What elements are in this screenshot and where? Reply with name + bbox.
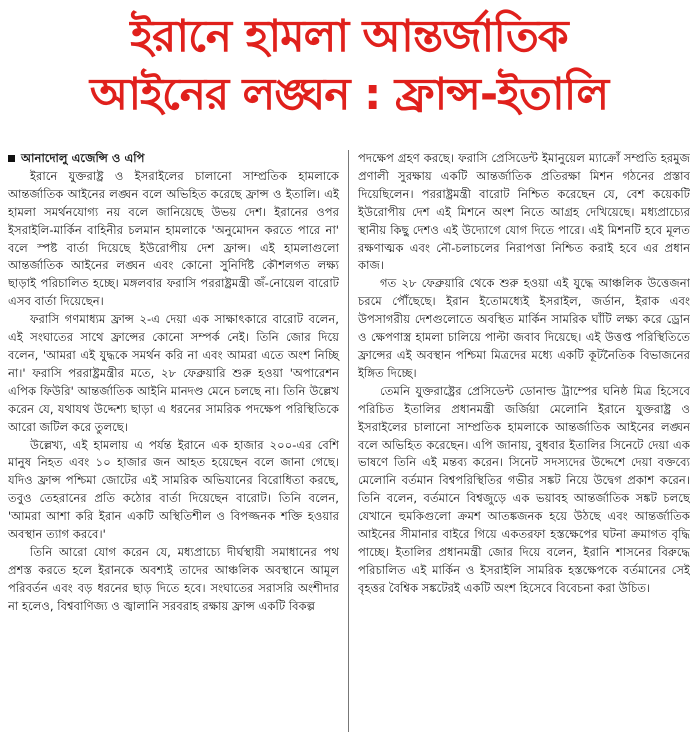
article-body [8,150,690,732]
byline [8,150,339,168]
headline [0,8,698,124]
paragraph: ইরানে যুক্তরাষ্ট্র ও ইসরাইলের চালানো সাম্প্রতিক হামলাকে আন্তর্জাতিক আইনের লঙ্ঘন বলে অভিহিত করেছে ফ্রান্স ও ইতালি। এই হামলা সমর্থনযোগ্য নয় বলে জানিয়েছে উভয় দেশ। ইরানের ওপর ইসরাইলি-মার্কিন বাহিনীর চলমান হামলাকে 'অনুমোদন করতে পারে না' বলে স্পষ্ট বার্তা দিয়েছে ইউরোপীয় দেশ ফ্রান্স। এই হামলাগুলো আন্তর্জাতিক আইনের লঙ্ঘন এবং কোনো সুনির্দিষ্ট কৌশলগত লক্ষ্য ছাড়াই পরিচালিত হচ্ছে। মঙ্গলবার ফরাসি পররাষ্ট্রমন্ত্রী জঁ-নোয়েল বারোট এসব বার্তা দিয়েছেন। [8,168,339,309]
right-column [349,150,690,732]
bullet-square-icon [8,155,15,162]
paragraph: তেমনি যুক্তরাষ্ট্রের প্রেসিডেন্ট ডোনাল্ড ট্রাম্পের ঘনিষ্ঠ মিত্র হিসেবে পরিচিত ইতালির প্রধানমন্ত্রী জর্জিয়া মেলোনি ইরানে যুক্তরাষ্ট্র ও ইসরাইলের চালানো সাম্প্রতিক হামলাকে আন্তর্জাতিক আইনের লঙ্ঘন বলে অভিহিত করেছেন। এপি জানায়, বুধবার ইতালির সিনেটে দেয়া এক ভাষণে তিনি এই মন্তব্য করেন। সিনেট সদস্যদের উদ্দেশে দেয়া বক্তব্যে মেলোনি বর্তমান বিশ্বপরিস্থিতির গভীর সঙ্কট নিয়ে উদ্বেগ প্রকাশ করেন। তিনি বলেন, বর্তমানে বিশ্বজুড়ে এক ভয়াবহ আন্তর্জাতিক সঙ্কট চলছে যেখানে হুমকিগুলো ক্রমশ আতঙ্কজনক হয়ে উঠছে এবং আন্তর্জাতিক আইনের সীমানার বাইরে গিয়ে একতরফা হস্তক্ষেপের ঘটনা ক্রমাগত বৃদ্ধি পাচ্ছে। ইতালির প্রধানমন্ত্রী জোর দিয়ে বলেন, ইরানি শাসনের বিরুদ্ধে পরিচালিত এই মার্কিন ও ইসরাইলি সামরিক হস্তক্ষেপকে বর্তমানের সেই বৃহত্তর বৈশ্বিক সঙ্কটেরই একটি অংশ হিসেবে বিবেচনা করা উচিত। [358,383,690,595]
headline-line-1: ইরানে হামলা আন্তর্জাতিক [130,11,568,62]
paragraph: পদক্ষেপ গ্রহণ করছে। ফরাসি প্রেসিডেন্ট ইমানুয়েল ম্যাক্রোঁ সম্প্রতি হরমুজ প্রণালী সুরক্ষায় একটি আন্তর্জাতিক প্রতিরক্ষা মিশন গঠনের প্রস্তাব দিয়েছিলেন। পররাষ্ট্রমন্ত্রী বারোট নিশ্চিত করেছেন যে, বেশ কয়েকটি ইউরোপীয় দেশ এই মিশনে অংশ নিতে আগ্রহ দেখিয়েছে। মধ্যপ্রাচ্যের স্থানীয় কিছু দেশও এই উদ্যোগে যোগ দিতে পারে। এই মিশনটি হবে মূলত রক্ষণাত্মক এবং নৌ-চলাচলের নিরাপত্তা নিশ্চিত করাই হবে এর প্রধান কাজ। [358,151,690,273]
headline-line-2: আইনের লঙ্ঘন : ফ্রান্স-ইতালি [89,69,609,120]
paragraph: গত ২৮ ফেব্রুয়ারি থেকে শুরু হওয়া এই যুদ্ধে আঞ্চলিক উত্তেজনা চরমে পৌঁছেছে। ইরান ইতোমধ্যেই ইসরাইল, জর্ডান, ইরাক এবং উপসাগরীয় দেশগুলোতে অবস্থিত মার্কিন সামরিক ঘাঁটি লক্ষ্য করে ড্রোন ও ক্ষেপণাস্ত্র হামলা চালিয়ে পাল্টা জবাব দিয়েছে। এই উত্তপ্ত পরিস্থিতিতে ফ্রান্সের এই অবস্থান পশ্চিমা মিত্রদের মধ্যে একটি কূটনৈতিক বিভাজনের ইঙ্গিত দিচ্ছে। [358,276,690,380]
paragraph: উল্লেখ্য, এই হামলায় এ পর্যন্ত ইরানে এক হাজার ২০০-এর বেশি মানুষ নিহত এবং ১০ হাজার জন আহত হয়েছেন বলে জানা গেছে। যদিও ফ্রান্স পশ্চিমা জোটের এই সামরিক অভিযানের বিরোধিতা করছে, তবুও তেহরানের প্রতি কঠোর বার্তা দিয়েছেন বারোট। তিনি বলেন, 'আমরা আশা করি ইরান একটি অস্থিতিশীল ও বিপজ্জনক শক্তি হওয়ার অবস্থান ত্যাগ করবে।' [8,437,339,542]
paragraph: ফরাসি গণমাধ্যম ফ্রান্স ২-এ দেয়া এক সাক্ষাৎকারে বারোট বলেন, এই সংঘাতের সাথে ফ্রান্সের কোনো সম্পর্ক নেই। তিনি জোর দিয়ে বলেন, 'আমরা এই যুদ্ধকে সমর্থন করি না এবং আমরা এতে অংশ নিচ্ছি না।' ফরাসি পররাষ্ট্রমন্ত্রীর মতে, ২৮ ফেব্রুয়ারি শুরু হওয়া 'অপারেশন এপিক ফিউরি' আন্তর্জাতিক আইনি মানদণ্ড মেনে চলছে না। তিনি উল্লেখ করেন যে, যথাযথ উদ্দেশ্য ছাড়া এ ধরনের সামরিক পদক্ষেপ পরিস্থিতিকে আরো জটিল করে তুলছে। [8,312,339,434]
paragraph: তিনি আরো যোগ করেন যে, মধ্যপ্রাচ্যে দীর্ঘস্থায়ী সমাধানের পথ প্রশস্ত করতে হলে ইরানকে অবশ্যই তাদের আঞ্চলিক অবস্থানে আমূল পরিবর্তন এবং বড় ধরনের ছাড় দিতে হবে। সংঘাতের সরাসরি অংশীদার না হলেও, বিশ্ববাণিজ্য ও জ্বালানি সরবরাহ রক্ষায় ফ্রান্স একটি বিকল্প [8,544,339,613]
left-column [8,150,349,732]
byline-text: আনাদোলু এজেন্সি ও এপি [21,151,145,165]
